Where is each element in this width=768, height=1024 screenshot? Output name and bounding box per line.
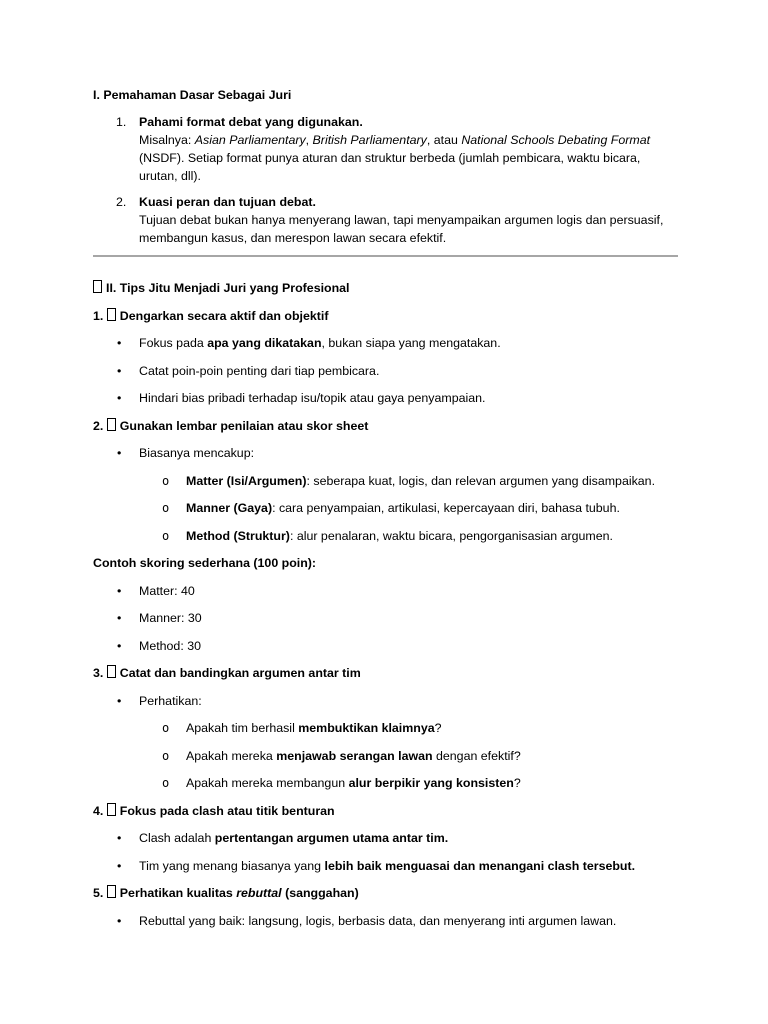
sub-list-item xyxy=(93,527,678,545)
horizontal-divider xyxy=(93,255,678,257)
text: : seberapa kuat, logis, dan relevan argumen yang disampaikan. xyxy=(306,473,656,488)
list-item: • Matter: 40 xyxy=(93,582,678,600)
tip-2-heading xyxy=(93,417,678,435)
list-item: • Hindari bias pribadi terhadap isu/topik atau gaya penyampaian. xyxy=(93,389,678,407)
tip-3-heading xyxy=(93,664,678,682)
bold-text: Method (Struktur) xyxy=(186,528,290,543)
missing-glyph-icon xyxy=(107,885,116,898)
tip-1-bullets xyxy=(93,334,678,407)
list-item: • Catat poin-poin penting dari tiap pembicara. xyxy=(93,362,678,380)
italic-text: rebuttal xyxy=(236,886,282,900)
missing-glyph-icon xyxy=(107,418,116,431)
tip-label: Catat dan bandingkan argumen antar tim xyxy=(119,666,361,680)
tip-label: Perhatikan kualitas xyxy=(119,886,237,900)
text: Apakah tim berhasil xyxy=(186,721,299,735)
separator: , xyxy=(305,133,313,147)
list-item: • Method: 30 xyxy=(93,637,678,655)
list-item: • Rebuttal yang baik: langsung, logis, berbasis data, dan menyerang inti argumen lawan. xyxy=(93,912,678,930)
list-item xyxy=(93,829,678,847)
item-heading: Kuasi peran dan tujuan debat. xyxy=(139,195,316,209)
tip-5-bullets xyxy=(93,912,678,930)
bold-text: pertentangan argumen utama antar tim. xyxy=(214,831,449,845)
tip-4-heading xyxy=(93,802,678,820)
scoring-bullets xyxy=(93,582,678,655)
item-number: 2. xyxy=(116,195,127,209)
sub-list-item xyxy=(93,472,678,490)
sub-list-item xyxy=(93,747,678,765)
missing-glyph-icon xyxy=(93,280,102,293)
section-1-list xyxy=(93,113,678,247)
tip-1-heading xyxy=(93,307,678,325)
tip-number: 3. xyxy=(93,666,104,680)
sub-bullet-marker: o xyxy=(162,776,170,790)
text: ? xyxy=(513,776,521,790)
item-heading: Pahami format debat yang digunakan. xyxy=(139,115,363,129)
text: , bukan siapa yang mengatakan. xyxy=(321,336,501,350)
text: Tim yang menang biasanya yang xyxy=(139,858,325,873)
list-item: • Manner: 30 xyxy=(93,609,678,627)
tip-label: Dengarkan secara aktif dan objektif xyxy=(119,308,329,323)
sub-list-item xyxy=(93,719,678,737)
list-item: • Perhatikan: xyxy=(93,692,678,710)
tip-number: 5. xyxy=(93,886,104,900)
sub-bullet-marker: o xyxy=(162,528,170,543)
text: Clash adalah xyxy=(139,831,215,845)
tip-number: 4. xyxy=(93,803,104,818)
tip-3-bullets xyxy=(93,692,678,793)
text: Apakah mereka membangun xyxy=(186,776,349,790)
bold-text: alur berpikir yang konsisten xyxy=(348,776,514,790)
scoring-heading: Contoh skoring sederhana (100 poin): xyxy=(93,556,317,570)
tip-label: (sanggahan) xyxy=(281,886,359,900)
tip-number: 1. xyxy=(93,308,104,323)
sub-list-item xyxy=(93,499,678,517)
section-2-title-text: II. Tips Jitu Menjadi Juri yang Profesional xyxy=(106,281,350,295)
list-item xyxy=(93,334,678,352)
sub-bullet-marker: o xyxy=(162,721,170,735)
section-2-title xyxy=(93,279,678,297)
tip-label: Fokus pada clash atau titik benturan xyxy=(119,803,335,818)
bold-text: Manner (Gaya) xyxy=(186,501,273,515)
text: dengan efektif? xyxy=(432,748,521,763)
text: Apakah mereka xyxy=(186,748,277,763)
item-body: Tujuan debat bukan hanya menyerang lawan, tapi menyampaikan argumen logis dan persuasif, membangun kasus, dan merespon lawan secara efektif. xyxy=(139,213,664,245)
tip-5-heading xyxy=(93,884,678,902)
format-nsdf: National Schools Debating Format xyxy=(461,133,651,147)
bold-text: membuktikan klaimnya xyxy=(298,721,435,735)
document-page xyxy=(93,86,678,939)
text: ? xyxy=(434,721,442,735)
text: : cara penyampaian, artikulasi, kepercayaan diri, bahasa tubuh. xyxy=(272,501,620,515)
list-item: • Biasanya mencakup: xyxy=(93,444,678,462)
text: Fokus pada xyxy=(139,336,208,350)
separator: , atau xyxy=(426,133,462,147)
bold-text: Matter (Isi/Argumen) xyxy=(186,473,307,488)
tip-2-bullets xyxy=(93,444,678,545)
missing-glyph-icon xyxy=(107,308,116,321)
section-1-title: I. Pemahaman Dasar Sebagai Juri xyxy=(93,88,292,102)
sub-list-item xyxy=(93,774,678,792)
tip-label: Gunakan lembar penilaian atau skor sheet xyxy=(119,418,369,433)
sub-bullet-marker: o xyxy=(162,501,170,515)
item-body-prefix: Misalnya: xyxy=(139,133,195,147)
missing-glyph-icon xyxy=(107,665,116,678)
bold-text: apa yang dikatakan xyxy=(207,336,322,350)
missing-glyph-icon xyxy=(107,803,116,816)
format-british: British Parliamentary xyxy=(312,133,427,147)
bold-text: lebih baik menguasai dan menangani clash tersebut. xyxy=(324,858,636,873)
section-1-item-1 xyxy=(93,113,678,185)
item-body-rest: (NSDF). Setiap format punya aturan dan struktur berbeda (jumlah pembicara, waktu bicara, urutan, dll). xyxy=(139,151,641,183)
tip-number: 2. xyxy=(93,418,104,433)
bold-text: menjawab serangan lawan xyxy=(276,748,433,763)
item-number: 1. xyxy=(116,115,127,129)
section-1-item-2 xyxy=(93,193,678,247)
sub-bullet-marker: o xyxy=(162,748,170,763)
format-asian: Asian Parliamentary xyxy=(194,133,306,147)
list-item xyxy=(93,857,678,875)
tip-4-bullets xyxy=(93,829,678,875)
item-body xyxy=(139,131,678,185)
sub-bullet-marker: o xyxy=(162,473,170,488)
text: : alur penalaran, waktu bicara, pengorganisasian argumen. xyxy=(289,528,613,543)
